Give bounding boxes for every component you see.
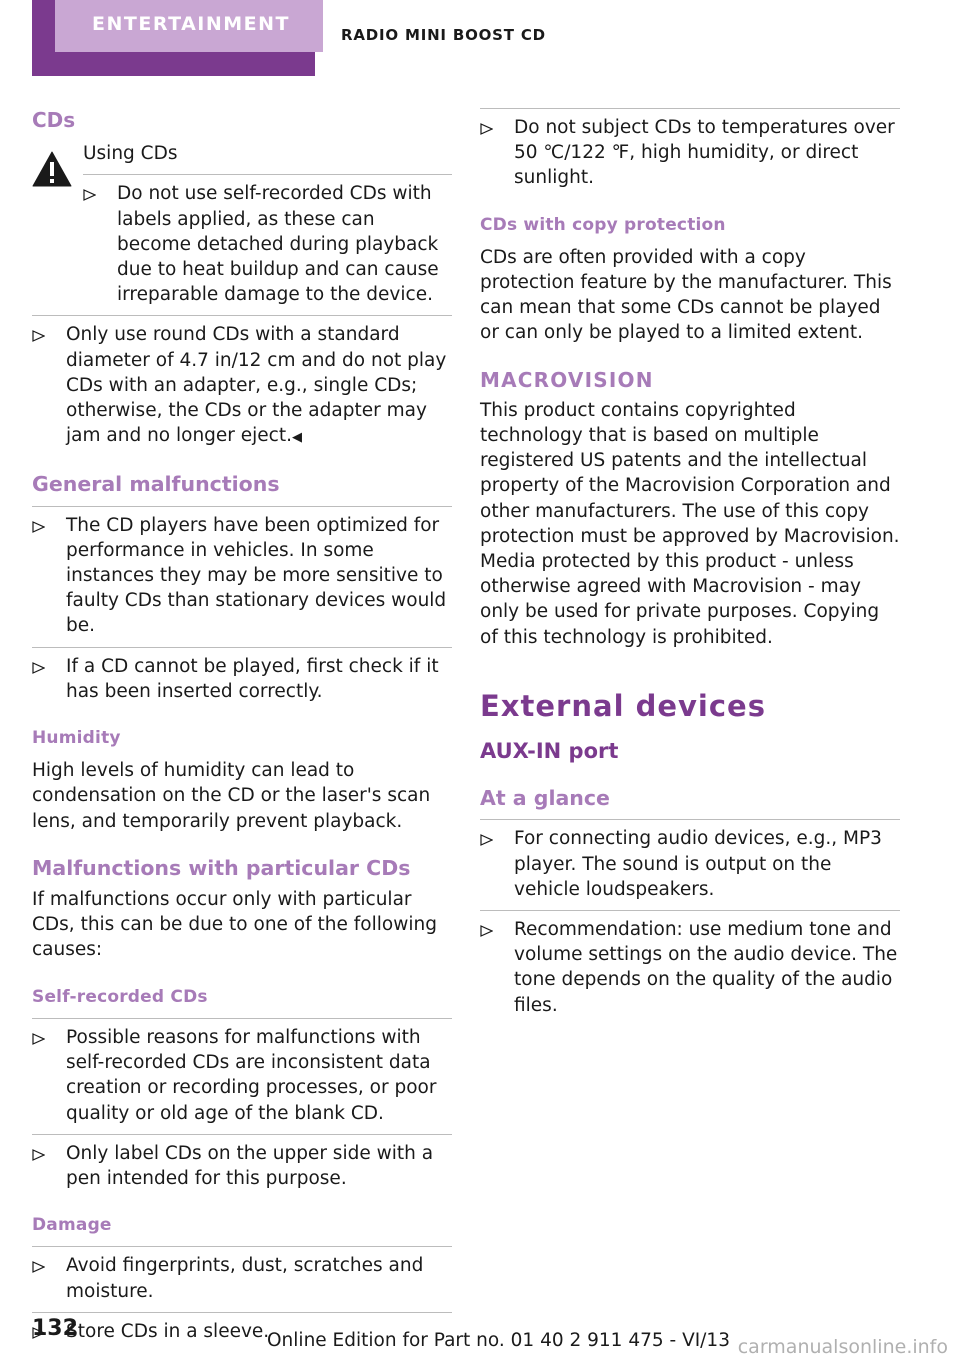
subsection-title: RADIO MINI BOOST CD bbox=[341, 26, 546, 44]
divider bbox=[480, 819, 900, 820]
warning-title: Using CDs bbox=[83, 143, 178, 165]
divider bbox=[32, 1134, 452, 1135]
humidity-text: High levels of humidity can lead to condensation on the CD or the laser's scan lens, and temporarily prevent playback. bbox=[32, 760, 431, 832]
list-item bbox=[32, 1141, 452, 1191]
list-item-text: Do not use self-recorded CDs with labels applied, as these can become detached during playback due to heat buildup and can cause irreparable damage to the device. bbox=[117, 183, 439, 306]
divider bbox=[32, 506, 452, 507]
macrovision-heading: MACROVISION bbox=[480, 367, 654, 392]
humidity-heading: Humidity bbox=[32, 728, 121, 749]
list-item bbox=[32, 513, 452, 639]
page-number: 132 bbox=[32, 1316, 78, 1341]
divider bbox=[32, 315, 452, 316]
list-item-text: For connecting audio devices, e.g., MP3 player. The sound is output on the vehicle loudspeakers. bbox=[514, 828, 882, 900]
header-tab bbox=[32, 0, 315, 76]
copy-protection-text: CDs are often provided with a copy protection feature by the manufacturer. This can mean that some CDs cannot be played or can only be played to a limited extent. bbox=[480, 246, 892, 344]
bullet-triangle-icon bbox=[32, 521, 45, 533]
list-item-text: Only label CDs on the upper side with a pen intended for this purpose. bbox=[66, 1142, 434, 1189]
divider bbox=[480, 108, 900, 109]
list-item-text: Store CDs in a sleeve. bbox=[66, 1320, 270, 1342]
general-malfunctions-heading: General malfunctions bbox=[32, 472, 280, 497]
list-item bbox=[480, 115, 900, 191]
aux-in-heading: AUX-IN port bbox=[480, 739, 619, 764]
bullet-triangle-icon bbox=[480, 834, 493, 846]
bullet-triangle-icon bbox=[32, 330, 45, 342]
list-item-text: Possible reasons for malfunctions with self-recorded CDs are inconsistent data creation or recording processes, or poor quality or old age of the blank CD. bbox=[66, 1026, 437, 1124]
at-a-glance-heading: At a glance bbox=[480, 786, 610, 811]
list-item bbox=[83, 181, 452, 307]
list-item-text: The CD players have been optimized for performance in vehicles. In some instances they may be more sensitive to faulty CDs than stationary devices would be. bbox=[66, 514, 447, 637]
bullet-triangle-icon bbox=[32, 1149, 45, 1161]
bullet-triangle-icon bbox=[32, 662, 45, 674]
divider bbox=[32, 1246, 452, 1247]
list-item bbox=[32, 322, 452, 450]
watermark: carmanualsonline.info bbox=[737, 1336, 948, 1358]
left-column bbox=[32, 108, 452, 1344]
list-item-text: Avoid fingerprints, dust, scratches and moisture. bbox=[66, 1255, 424, 1302]
external-devices-heading: External devices bbox=[480, 688, 766, 723]
copy-protection-heading: CDs with copy protection bbox=[480, 214, 726, 235]
list-item-text: Only use round CDs with a standard diameter of 4.7 in/12 cm and do not play CDs with an adapter, e.g., single CDs; otherwise, the CDs or the adapter may jam and no longer eject. bbox=[66, 324, 447, 447]
end-of-warning-mark: ◀ bbox=[292, 430, 302, 446]
warning-block bbox=[32, 141, 452, 307]
particular-cds-heading: Malfunctions with particular CDs bbox=[32, 855, 411, 880]
bullet-triangle-icon bbox=[480, 925, 493, 937]
list-item-text: Do not subject CDs to temperatures over 50 ℃/122 ℉, high humidity, or direct sunlight. bbox=[514, 117, 895, 189]
bullet-triangle-icon bbox=[480, 123, 493, 135]
right-column bbox=[480, 108, 900, 1018]
particular-cds-text: If malfunctions occur only with particular CDs, this can be due to one of the following causes: bbox=[32, 889, 437, 961]
section-label: ENTERTAINMENT bbox=[92, 13, 291, 35]
divider bbox=[32, 1312, 452, 1313]
list-item-text: If a CD cannot be played, first check if it has been inserted correctly. bbox=[66, 655, 439, 702]
list-item bbox=[32, 1025, 452, 1126]
bullet-triangle-icon bbox=[32, 1261, 45, 1273]
divider bbox=[480, 910, 900, 911]
list-item bbox=[32, 654, 452, 704]
cds-heading: CDs bbox=[32, 108, 76, 132]
warning-icon bbox=[32, 151, 72, 187]
edition-footer: Online Edition for Part no. 01 40 2 911 475 - VI/13 bbox=[267, 1330, 730, 1351]
bullet-triangle-icon bbox=[83, 189, 96, 201]
list-item bbox=[480, 826, 900, 902]
list-item bbox=[480, 917, 900, 1018]
list-item-text: Recommendation: use medium tone and volume settings on the audio device. The tone depends on the quality of the audio files. bbox=[514, 919, 898, 1016]
divider bbox=[32, 647, 452, 648]
bullet-triangle-icon bbox=[32, 1033, 45, 1045]
self-recorded-heading: Self-recorded CDs bbox=[32, 986, 208, 1007]
section-label-box bbox=[55, 0, 323, 52]
damage-heading: Damage bbox=[32, 1215, 112, 1236]
divider bbox=[83, 174, 452, 175]
divider bbox=[32, 1018, 452, 1019]
macrovision-text: This product contains copyrighted technology that is based on multiple registered US patents and the intellectual property of the Macrovision Corporation and other manufacturers. The use of this copy protection must be approved by Macrovision. Media protected by this product - unless otherwise agreed with Macrovision - may only be used for private purposes. Copying of this technology is prohibited. bbox=[480, 399, 900, 648]
list-item bbox=[32, 1253, 452, 1303]
